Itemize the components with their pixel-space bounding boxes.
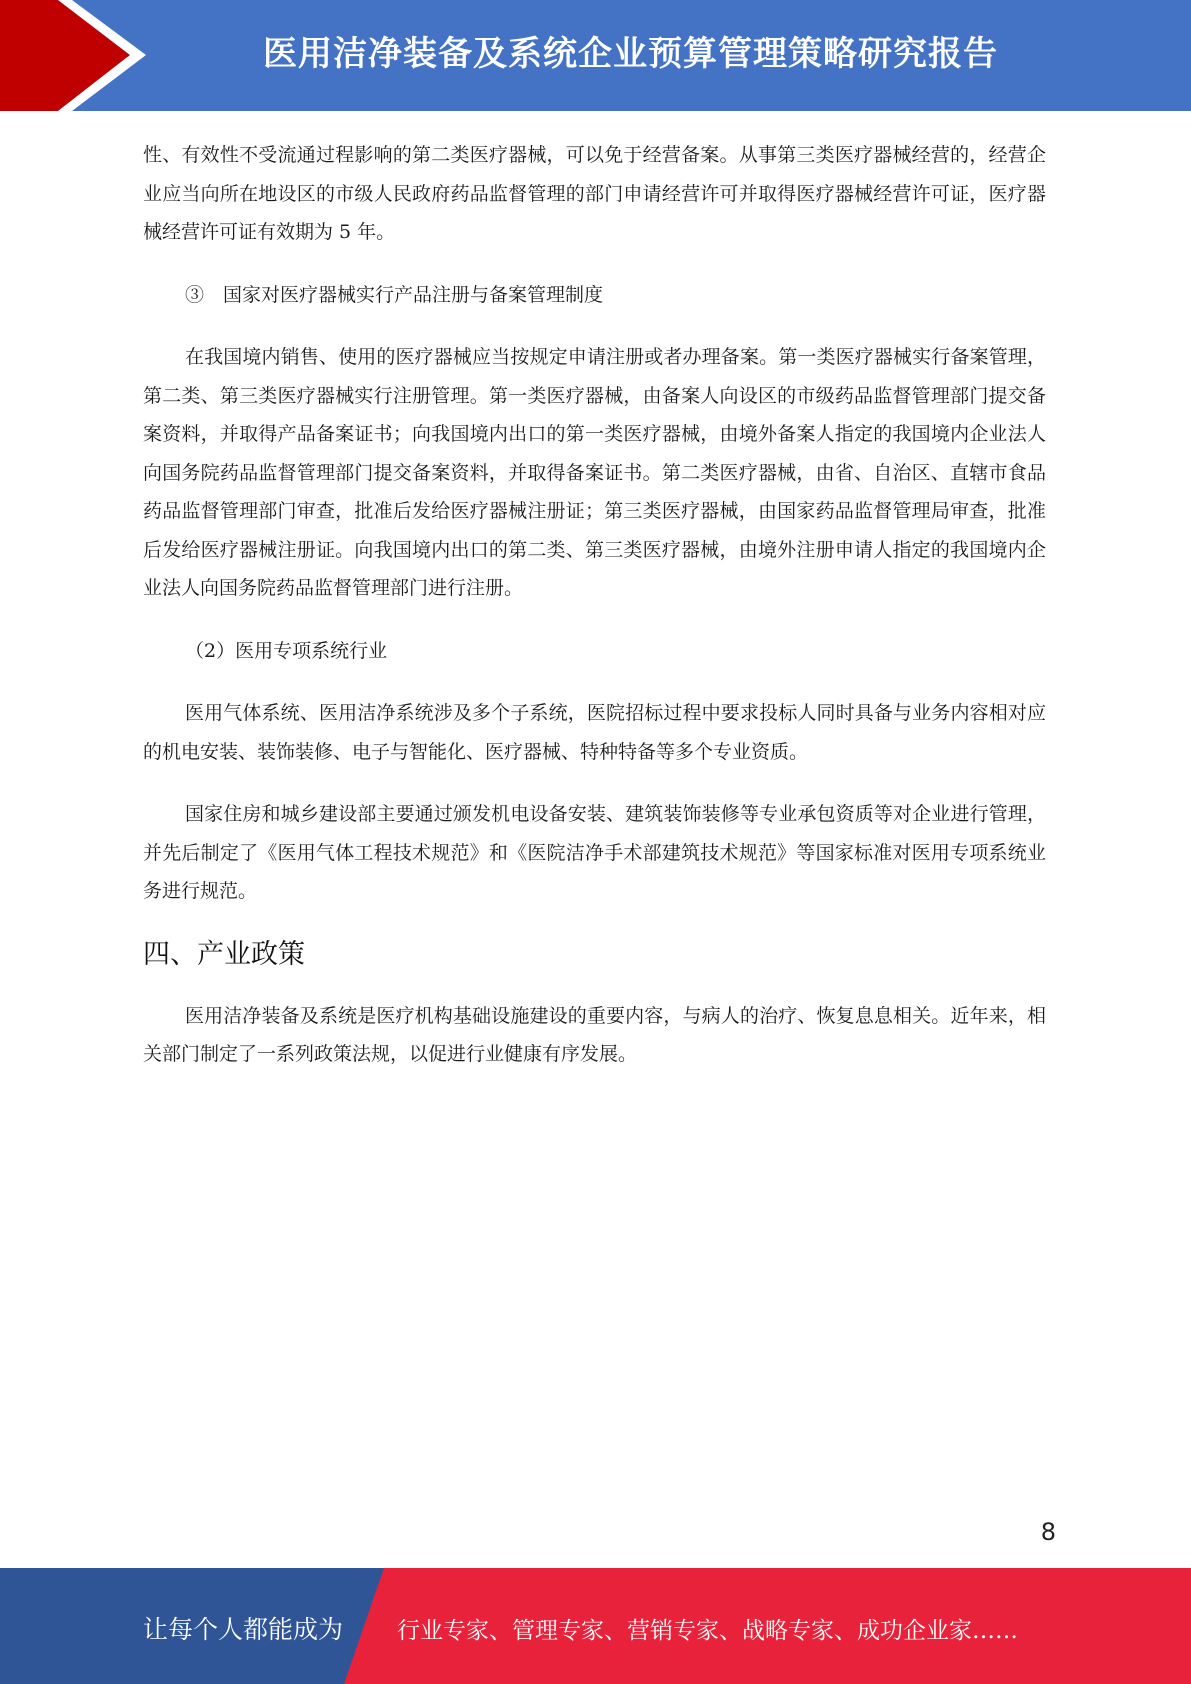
paragraph-3: 医用气体系统、医用洁净系统涉及多个子系统，医院招标过程中要求投标人同时具备与业务内容相对应的机电安装、装饰装修、电子与智能化、医疗器械、特种特备等多个专业资质。	[143, 702, 1046, 763]
footer-banner	[0, 1568, 1191, 1684]
report-title: 医用洁净装备及系统企业预算管理策略研究报告	[263, 34, 998, 74]
paragraph-4: 国家住房和城乡建设部主要通过颁发机电设备安装、建筑装饰装修等专业承包资质等对企业进行管理，并先后制定了《医用气体工程技术规范》和《医院洁净手术部建筑技术规范》等国家标准对医用专项系统业务进行规范。	[143, 803, 1046, 902]
section-heading: 四、产业政策	[143, 938, 305, 970]
chevron-decoration	[0, 0, 160, 111]
paragraph-2: 在我国境内销售、使用的医疗器械应当按规定申请注册或者办理备案。第一类医疗器械实行备案管理，第二类、第三类医疗器械实行注册管理。第一类医疗器械，由备案人向设区的市级药品监督管理部门提交备案资料，并取得产品备案证书；向我国境内出口的第一类医疗器械，由境外备案人指定的我国境内企业法人向国务院药品监督管理部门提交备案资料，并取得备案证书。第二类医疗器械，由省、自治区、直辖市食品药品监督管理部门审查，批准后发给医疗器械注册证；第三类医疗器械，由国家药品监督管理局审查，批准后发给医疗器械注册证。向我国境内出口的第二类、第三类医疗器械，由境外注册申请人指定的我国境内企业法人向国务院药品监督管理部门进行注册。	[143, 346, 1046, 599]
subsection-heading: （2）医用专项系统行业	[185, 639, 388, 662]
footer-slogan-left: 让每个人都能成为	[143, 1615, 344, 1644]
page-number: 8	[1040, 1518, 1056, 1546]
header-banner	[0, 0, 1191, 111]
footer-slogan-right: 行业专家、管理专家、营销专家、战略专家、成功企业家……	[397, 1618, 1018, 1644]
paragraph-1: 性、有效性不受流通过程影响的第二类医疗器械，可以免于经营备案。从事第三类医疗器械经营的，经营企业应当向所在地设区的市级人民政府药品监督管理的部门申请经营许可并取得医疗器械经营许可证，医疗器械经营许可证有效期为 5 年。	[143, 144, 1046, 243]
paragraph-5: 医用洁净装备及系统是医疗机构基础设施建设的重要内容，与病人的治疗、恢复息息相关。近年来，相关部门制定了一系列政策法规，以促进行业健康有序发展。	[143, 1004, 1046, 1065]
document-body	[143, 136, 1046, 1098]
list-item-3: ③ 国家对医疗器械实行产品注册与备案管理制度	[185, 283, 604, 306]
